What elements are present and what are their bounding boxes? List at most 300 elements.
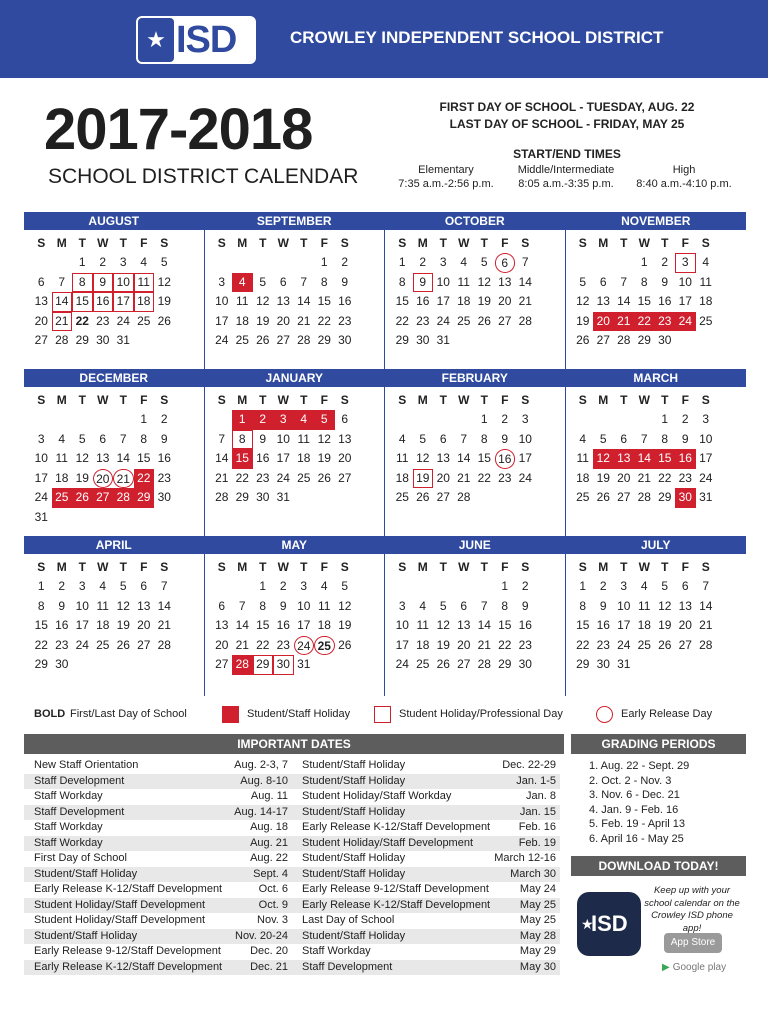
- grading-period-item: 5. Feb. 19 - April 13: [589, 818, 685, 830]
- month-september: [205, 212, 386, 369]
- day-cell: 12: [576, 294, 590, 308]
- day-cell: 26: [658, 637, 672, 652]
- day-cell: 8: [232, 430, 253, 450]
- important-date-row: [292, 758, 560, 774]
- day-cell: 12: [416, 451, 430, 465]
- day-cell: 14: [477, 618, 491, 632]
- weekday-header: M: [237, 560, 248, 574]
- day-cell: 10: [75, 598, 89, 613]
- day-cell: 5: [259, 274, 267, 289]
- month-name: JANUARY: [205, 369, 385, 387]
- day-cell: 10: [699, 431, 713, 446]
- day-cell: 5: [579, 274, 587, 289]
- month-name: MARCH: [566, 369, 747, 387]
- weekday-header: M: [598, 236, 609, 250]
- day-cell: 13: [215, 618, 229, 632]
- weekday-header: T: [480, 393, 488, 407]
- app-icon[interactable]: [577, 892, 641, 956]
- day-cell: 8: [579, 598, 587, 613]
- day-cell: 11: [699, 274, 712, 289]
- weekday-header: F: [501, 236, 509, 250]
- important-date-row: [24, 805, 292, 821]
- weekday-header: S: [398, 560, 407, 574]
- day-cell: 30: [55, 657, 69, 671]
- day-cell: 18: [416, 637, 430, 652]
- day-cell: 6: [620, 431, 628, 446]
- day-cell: 26: [157, 313, 171, 328]
- day-cell: 14: [235, 618, 249, 632]
- day-cell: 2: [661, 255, 669, 269]
- app-store-badge[interactable]: [664, 933, 722, 953]
- day-cell: 19: [157, 294, 171, 308]
- legend-bold-word: BOLD: [34, 708, 66, 720]
- download-title: DOWNLOAD TODAY!: [571, 856, 746, 876]
- empty-day: [614, 253, 635, 273]
- day-cell: 29: [576, 657, 590, 671]
- time-value: 8:40 a.m.-4:10 p.m.: [636, 178, 732, 190]
- day-cell: 9: [681, 431, 689, 446]
- day-cell: 24: [518, 470, 532, 485]
- weekday-header: T: [661, 236, 669, 250]
- day-cell: 12: [157, 274, 171, 289]
- day-cell: 15: [317, 294, 331, 308]
- day-cell: 6: [495, 253, 516, 273]
- month-row: [24, 369, 746, 536]
- important-date-row: [24, 758, 292, 774]
- empty-day: [31, 410, 52, 430]
- day-cell: 11: [457, 274, 470, 289]
- day-cell: 9: [501, 431, 509, 446]
- day-cell: 13: [137, 598, 151, 613]
- weekday-header: T: [620, 393, 628, 407]
- day-cell: 3: [218, 274, 226, 289]
- day-cell: 16: [495, 449, 516, 469]
- day-cell: 16: [55, 618, 69, 632]
- holiday-swatch: [222, 706, 239, 723]
- empty-day: [413, 410, 434, 430]
- month-row: [24, 212, 746, 369]
- empty-day: [573, 410, 594, 430]
- day-grid: [24, 230, 204, 351]
- day-cell: 22: [658, 470, 672, 485]
- day-cell: 21: [477, 637, 491, 652]
- month-october: [385, 212, 566, 369]
- day-cell: 3: [119, 255, 127, 269]
- day-cell: 21: [215, 470, 229, 485]
- weekday-header: T: [300, 236, 308, 250]
- month-name: AUGUST: [24, 212, 204, 230]
- day-cell: 23: [276, 637, 290, 652]
- weekday-header: W: [458, 393, 470, 407]
- day-grid: [24, 554, 204, 675]
- day-cell: 2: [599, 579, 607, 593]
- event-name: Staff Development: [302, 960, 393, 973]
- day-cell: 30: [416, 333, 430, 347]
- day-grid: [205, 387, 385, 508]
- day-cell: 17: [617, 618, 631, 632]
- important-date-row: [292, 898, 560, 914]
- day-grid: [205, 554, 385, 675]
- day-grid: [205, 230, 385, 351]
- weekday-header: F: [681, 393, 689, 407]
- month-july: [566, 536, 747, 696]
- day-cell: 15: [637, 294, 651, 308]
- star-icon: ★: [138, 18, 174, 62]
- day-cell: 17: [215, 313, 229, 328]
- day-grid: [566, 387, 747, 508]
- day-cell: 3: [675, 253, 696, 273]
- star-icon: ★: [581, 916, 594, 932]
- day-cell: 5: [439, 598, 447, 613]
- day-cell: 30: [675, 488, 696, 508]
- day-cell: 20: [457, 637, 471, 652]
- weekday-header: T: [300, 560, 308, 574]
- day-cell: 20: [617, 470, 631, 485]
- weekday-header: W: [97, 393, 109, 407]
- day-cell: 17: [395, 637, 409, 652]
- day-cell: 3: [398, 598, 406, 613]
- event-date: March 12-16: [494, 852, 556, 864]
- event-name: Early Release K-12/Staff Development: [302, 821, 491, 833]
- day-cell: 2: [99, 255, 107, 269]
- event-date: Dec. 22-29: [502, 759, 556, 771]
- event-name: Early Release K-12/Staff Development: [34, 960, 223, 973]
- day-cell: 24: [34, 490, 48, 504]
- important-date-row: [292, 960, 560, 976]
- weekday-header: T: [661, 560, 669, 574]
- weekday-header: S: [340, 236, 349, 250]
- logo-text: ISD: [176, 19, 237, 61]
- day-cell: 22: [235, 470, 249, 485]
- weekday-header: S: [398, 393, 407, 407]
- weekday-header: M: [237, 236, 248, 250]
- day-cell: 26: [116, 637, 130, 652]
- important-dates-title: IMPORTANT DATES: [24, 734, 564, 754]
- day-cell: 4: [702, 255, 710, 269]
- day-cell: 22: [498, 637, 512, 652]
- weekday-header: S: [340, 393, 349, 407]
- day-cell: 12: [436, 618, 450, 632]
- day-cell: 31: [699, 490, 713, 504]
- weekday-header: S: [217, 560, 226, 574]
- day-cell: 14: [297, 294, 311, 308]
- day-cell: 20: [276, 313, 290, 328]
- day-cell: 11: [236, 294, 249, 308]
- weekday-header: F: [320, 236, 328, 250]
- weekday-header: M: [417, 560, 428, 574]
- day-cell: 24: [116, 313, 130, 328]
- event-name: Student/Staff Holiday: [302, 852, 406, 864]
- day-cell: 21: [699, 618, 713, 632]
- day-cell: 5: [78, 431, 86, 446]
- day-cell: 9: [259, 431, 267, 446]
- day-cell: 25: [314, 636, 335, 656]
- empty-day: [232, 253, 253, 273]
- event-name: Staff Workday: [34, 790, 103, 802]
- day-cell: 15: [655, 449, 676, 469]
- month-june: [385, 536, 566, 696]
- important-date-row: [24, 898, 292, 914]
- day-cell: 19: [256, 313, 270, 328]
- empty-day: [573, 253, 594, 273]
- day-cell: 13: [678, 598, 692, 613]
- empty-day: [72, 410, 93, 430]
- day-cell: 22: [395, 313, 409, 328]
- day-cell: 8: [661, 431, 669, 446]
- event-date: May 25: [519, 898, 556, 911]
- weekday-header: T: [78, 236, 86, 250]
- empty-day: [433, 410, 454, 430]
- weekday-header: W: [638, 236, 650, 250]
- empty-day: [93, 410, 114, 430]
- day-cell: 6: [218, 598, 226, 613]
- event-name: Early Release K-12/Staff Development: [34, 883, 223, 895]
- google-play-badge[interactable]: [662, 960, 732, 976]
- day-cell: 26: [256, 333, 270, 347]
- weekday-header: W: [277, 393, 289, 407]
- event-date: Jan. 8: [526, 790, 556, 802]
- weekday-header: S: [578, 560, 587, 574]
- day-cell: 16: [675, 449, 696, 469]
- grading-periods-list: [589, 759, 689, 846]
- day-cell: 19: [338, 618, 352, 632]
- calendar-subtitle: SCHOOL DISTRICT CALENDAR: [48, 165, 359, 188]
- day-cell: 28: [215, 490, 229, 504]
- empty-day: [273, 253, 294, 273]
- event-date: Jan. 15: [519, 805, 556, 818]
- weekday-header: T: [480, 236, 488, 250]
- month-name: JULY: [566, 536, 747, 554]
- event-date: Sept. 4: [253, 867, 288, 880]
- day-cell: 14: [215, 451, 229, 465]
- event-name: Early Release 9-12/Staff Development: [34, 945, 221, 957]
- event-date: Jan. 1-5: [516, 774, 556, 787]
- day-cell: 20: [93, 469, 114, 489]
- important-date-row: [24, 960, 292, 976]
- day-cell: 20: [338, 451, 352, 465]
- day-cell: 15: [34, 618, 48, 632]
- day-cell: 15: [477, 451, 491, 465]
- event-name: Student/Staff Holiday: [34, 929, 138, 942]
- empty-day: [52, 253, 73, 273]
- day-cell: 28: [699, 637, 713, 652]
- day-cell: 27: [596, 333, 610, 347]
- grading-period-item: 2. Oct. 2 - Nov. 3: [589, 774, 672, 787]
- day-cell: 2: [681, 412, 689, 426]
- day-cell: 1: [232, 410, 253, 430]
- important-date-row: [24, 774, 292, 790]
- event-date: Aug. 22: [250, 852, 288, 864]
- day-cell: 3: [300, 579, 308, 593]
- important-date-row: [24, 944, 292, 960]
- day-cell: 3: [273, 410, 294, 430]
- weekday-header: S: [701, 393, 710, 407]
- weekday-header: S: [160, 393, 169, 407]
- day-cell: 8: [259, 598, 267, 613]
- day-cell: 15: [395, 294, 409, 308]
- day-cell: 8: [398, 274, 406, 289]
- day-cell: 16: [256, 451, 270, 465]
- grading-period-item: 1. Aug. 22 - Sept. 29: [589, 760, 690, 772]
- day-cell: 4: [579, 431, 587, 446]
- day-cell: 6: [681, 579, 689, 593]
- day-cell: 21: [297, 313, 311, 328]
- day-cell: 27: [338, 470, 352, 485]
- day-cell: 12: [116, 598, 130, 613]
- empty-day: [212, 577, 233, 597]
- day-cell: 11: [638, 598, 651, 613]
- empty-day: [454, 410, 475, 430]
- weekday-header: S: [37, 236, 46, 250]
- day-cell: 5: [480, 255, 488, 269]
- day-cell: 7: [300, 274, 308, 289]
- day-cell: 21: [614, 312, 635, 332]
- weekday-header: S: [701, 560, 710, 574]
- day-cell: 28: [113, 488, 134, 508]
- day-cell: 2: [341, 255, 349, 269]
- event-name: Staff Development: [34, 774, 125, 787]
- event-date: May 28: [519, 929, 556, 942]
- day-cell: 21: [235, 637, 249, 652]
- day-cell: 24: [294, 636, 315, 656]
- day-cell: 19: [477, 294, 491, 308]
- day-cell: 20: [34, 313, 48, 328]
- event-name: Staff Workday: [34, 821, 103, 833]
- day-cell: 14: [52, 292, 73, 312]
- day-cell: 26: [317, 470, 331, 485]
- event-name: Staff Workday: [34, 836, 103, 849]
- day-cell: 28: [617, 333, 631, 347]
- weekday-header: W: [97, 560, 109, 574]
- day-cell: 25: [395, 490, 409, 504]
- day-cell: 29: [637, 333, 651, 347]
- day-cell: 13: [436, 451, 450, 465]
- day-cell: 8: [320, 274, 328, 289]
- day-cell: 24: [276, 470, 290, 485]
- day-cell: 18: [576, 470, 590, 485]
- day-cell: 27: [457, 657, 471, 671]
- day-cell: 23: [498, 470, 512, 485]
- event-name: Staff Development: [34, 805, 125, 818]
- month-november: [566, 212, 747, 369]
- day-cell: 15: [137, 451, 151, 465]
- month-name: APRIL: [24, 536, 204, 554]
- month-august: [24, 212, 205, 369]
- district-name: CROWLEY INDEPENDENT SCHOOL DISTRICT: [290, 28, 664, 47]
- day-cell: 25: [457, 313, 471, 328]
- day-cell: 16: [93, 292, 114, 312]
- day-cell: 28: [55, 333, 69, 347]
- day-cell: 27: [498, 313, 512, 328]
- day-cell: 16: [658, 294, 672, 308]
- event-date: Aug. 14-17: [234, 805, 288, 818]
- weekday-header: T: [620, 236, 628, 250]
- empty-day: [634, 410, 655, 430]
- important-date-row: [24, 851, 292, 867]
- day-cell: 6: [37, 274, 45, 289]
- month-february: [385, 369, 566, 536]
- event-date: Aug. 11: [250, 790, 288, 802]
- day-cell: 25: [137, 313, 151, 328]
- legend: [34, 704, 734, 724]
- important-dates-right: [292, 758, 560, 975]
- day-grid: [385, 230, 565, 351]
- day-cell: 10: [617, 598, 631, 613]
- day-cell: 4: [58, 431, 66, 446]
- weekday-header: S: [398, 236, 407, 250]
- time-value: 7:35 a.m.-2:56 p.m.: [398, 178, 494, 190]
- event-name: New Staff Orientation: [34, 759, 139, 771]
- day-cell: 31: [436, 333, 450, 347]
- day-cell: 24: [617, 637, 631, 652]
- day-cell: 26: [477, 313, 491, 328]
- day-cell: 4: [419, 598, 427, 613]
- weekday-header: S: [340, 560, 349, 574]
- day-cell: 4: [140, 255, 148, 269]
- early-release-swatch: [596, 706, 613, 723]
- day-cell: 8: [640, 274, 648, 289]
- day-cell: 5: [599, 431, 607, 446]
- day-cell: 24: [395, 657, 409, 671]
- month-name: DECEMBER: [24, 369, 204, 387]
- event-date: May 30: [519, 960, 556, 973]
- day-cell: 1: [259, 579, 267, 593]
- weekday-header: S: [578, 393, 587, 407]
- grading-period-item: 3. Nov. 6 - Dec. 21: [589, 789, 680, 801]
- day-cell: 6: [279, 274, 287, 289]
- day-cell: 1: [579, 579, 587, 593]
- important-date-row: [292, 882, 560, 898]
- event-name: Last Day of School: [302, 914, 395, 926]
- day-cell: 18: [134, 292, 155, 312]
- day-cell: 28: [518, 313, 532, 328]
- day-cell: 2: [253, 410, 274, 430]
- month-name: NOVEMBER: [566, 212, 747, 230]
- day-cell: 31: [34, 509, 48, 524]
- day-cell: 4: [294, 410, 315, 430]
- event-name: First Day of School: [34, 852, 127, 864]
- day-cell: 20: [436, 470, 450, 485]
- event-name: Student/Staff Holiday: [34, 867, 138, 880]
- day-cell: 4: [398, 431, 406, 446]
- weekday-header: W: [97, 236, 109, 250]
- day-cell: 2: [419, 255, 427, 269]
- day-cell: 3: [37, 431, 45, 446]
- grading-periods-title: GRADING PERIODS: [571, 734, 746, 754]
- day-cell: 14: [634, 449, 655, 469]
- calendar-year: 2017-2018: [44, 97, 313, 162]
- day-cell: 19: [413, 469, 434, 489]
- day-cell: 27: [276, 333, 290, 347]
- day-cell: 14: [457, 451, 471, 465]
- event-date: Dec. 20: [250, 945, 288, 957]
- day-cell: 14: [157, 598, 171, 613]
- event-name: Early Release K-12/Staff Development: [302, 898, 491, 911]
- day-cell: 6: [599, 274, 607, 289]
- day-cell: 3: [521, 412, 529, 426]
- day-cell: 13: [96, 451, 110, 465]
- day-cell: 25: [52, 488, 73, 508]
- weekday-header: T: [259, 560, 267, 574]
- day-cell: 7: [119, 431, 127, 446]
- month-name: SEPTEMBER: [205, 212, 385, 230]
- play-icon: ▶: [662, 962, 670, 973]
- day-cell: 28: [232, 655, 253, 675]
- month-april: [24, 536, 205, 696]
- elementary-times: [396, 163, 496, 191]
- day-cell: 5: [119, 579, 127, 593]
- event-date: May 29: [519, 945, 556, 957]
